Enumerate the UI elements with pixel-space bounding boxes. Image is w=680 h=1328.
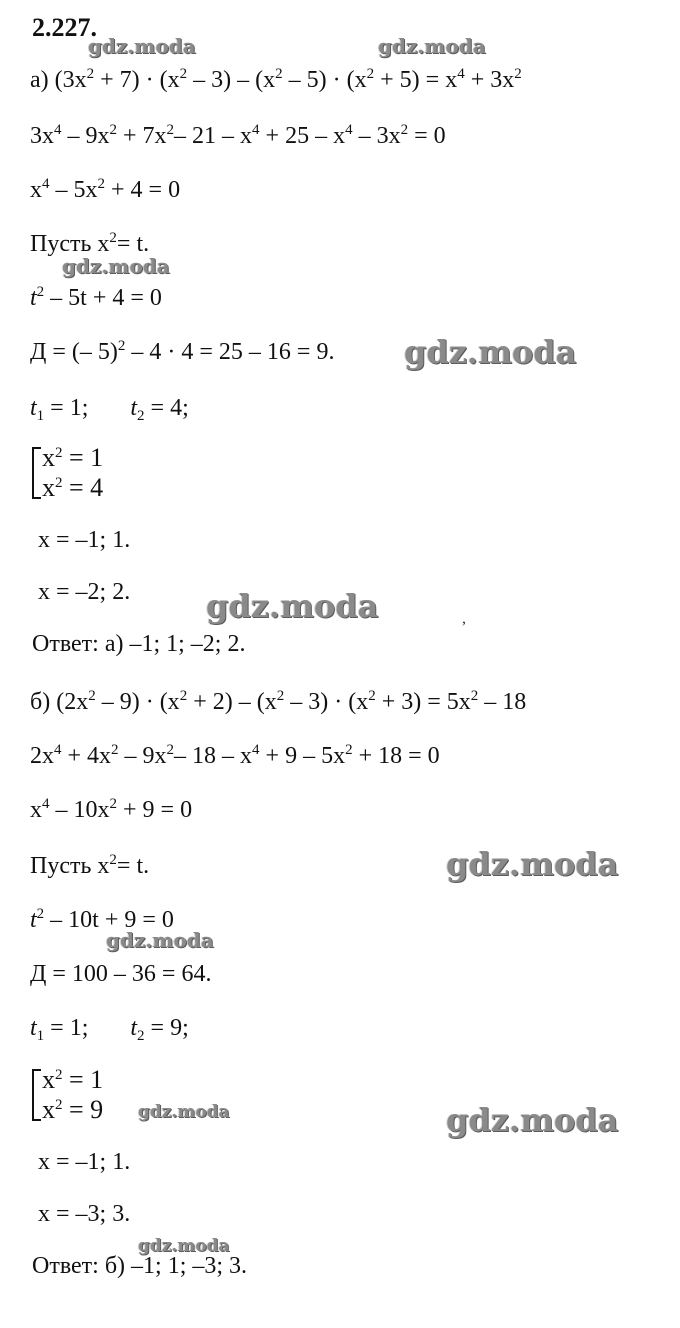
answer-a: Ответ: а) –1; 1; –2; 2. xyxy=(32,631,246,657)
system-b xyxy=(30,1066,160,1122)
equation-a: а) $(3x^2 + 7) \cdot (x^2 - 3) - (x^2 - 5) \cdot (x^2 + 5) = x^4 + 3x^2$ xyxy=(30,66,522,93)
system-row: $x^2 = 9$ xyxy=(42,1095,104,1124)
equation-b: б) $(2x^2 - 9) \cdot (x^2 + 2) - (x^2 - 3) \cdot (x^2 + 3) = 5x^2 - 18$ xyxy=(30,688,527,715)
watermark: gdz.moda xyxy=(446,1101,619,1139)
x-roots-a2: x = –2; 2. xyxy=(38,579,131,605)
watermark: gdz.moda xyxy=(88,34,196,58)
expanded-a: $3x^4 - 9x^2 + 7x^2-$ $21 - x^4 + 25 - x^4 - 3x^2 = 0$ xyxy=(30,122,446,149)
discriminant-a: Д = (– 5)$^2$ – 4 · 4 = 25 – 16 = 9. xyxy=(30,338,335,365)
stray-mark: , xyxy=(462,610,466,627)
discriminant-b: Д = 100 – 36 = 64. xyxy=(30,961,212,987)
watermark: gdz.moda xyxy=(378,34,486,58)
watermark: gdz.moda xyxy=(206,587,379,625)
simplified-a: $x^4 - 5x^2 + 4 = 0$ xyxy=(30,176,181,203)
substitution-a: Пусть $x^2= t$. xyxy=(30,230,150,257)
system-row: $x^2 = 4$ xyxy=(42,473,104,502)
answer-b: Ответ: б) –1; 1; –3; 3. xyxy=(32,1253,248,1279)
watermark: gdz.moda xyxy=(446,845,619,883)
system-bracket xyxy=(32,1069,41,1121)
watermark: gdz.moda xyxy=(106,928,214,952)
t-equation-b: $t^2 - 10t + 9 = 0$ xyxy=(30,906,174,933)
roots-b: $t_1 = 1$; $t_2 = 9$; xyxy=(30,1015,189,1044)
system-bracket xyxy=(32,447,41,499)
watermark: gdz.moda xyxy=(62,254,170,278)
problem-number: 2.227. xyxy=(32,13,97,42)
watermark: gdz.moda xyxy=(138,1236,230,1256)
system-row: $x^2 = 1$ xyxy=(42,1065,104,1094)
system-row: $x^2 = 1$ xyxy=(42,443,104,472)
roots-a: $t_1 = 1$; $t_2 = 4$; xyxy=(30,395,189,424)
watermark: gdz.moda xyxy=(404,333,577,371)
simplified-b: $x^4 - 10x^2 + 9 = 0$ xyxy=(30,796,193,823)
x-roots-a1: x = –1; 1. xyxy=(38,527,131,553)
system-a xyxy=(30,444,160,500)
x-roots-b1: x = –1; 1. xyxy=(38,1149,131,1175)
x-roots-b2: x = –3; 3. xyxy=(38,1201,131,1227)
expanded-b: $2x^4 + 4x^2 - 9x^2-$ $18 - x^4 + 9 - 5x^2 + 18 = 0$ xyxy=(30,742,440,769)
watermark: gdz.moda xyxy=(138,1102,230,1122)
t-equation-a: $t^2 - 5t + 4 = 0$ xyxy=(30,284,162,311)
substitution-b: Пусть $x^2= t$. xyxy=(30,852,150,879)
